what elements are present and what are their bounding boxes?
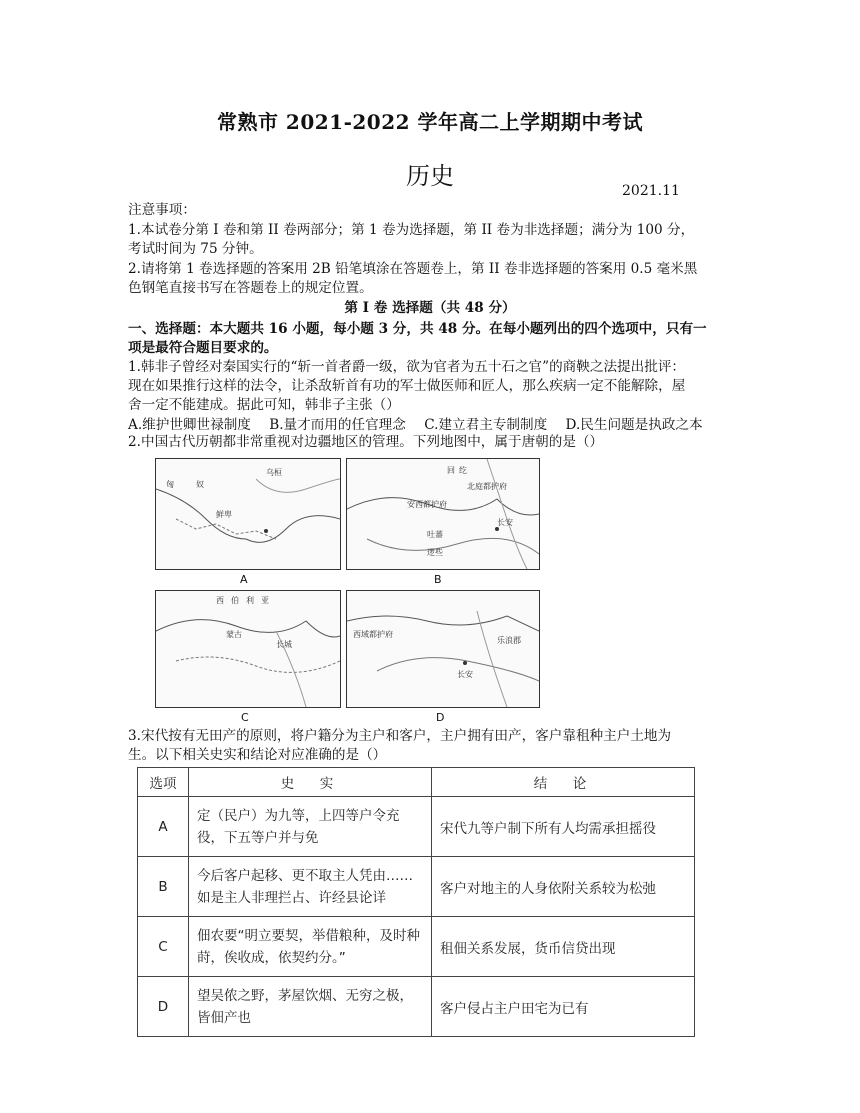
question-3-table <box>137 767 695 1037</box>
question-3-stem: 3.宋代按有无田产的原则，将户籍分为主户和客户，主户拥有田产，客户靠租种主户土地为 <box>128 728 672 744</box>
option-d: D.民生问题是执政之本 <box>565 417 703 433</box>
subject-title: 历史 <box>406 162 454 190</box>
map-a <box>155 458 341 570</box>
row-conclusion: 客户对地主的人身依附关系较为松弛 <box>432 857 695 917</box>
row-fact: 定（民户）为九等，上四等户令充役，下五等户并与免 <box>189 797 432 857</box>
table-row <box>138 797 695 857</box>
map-c <box>155 590 341 708</box>
row-fact: 佃农要“明立要契，举借粮种，及时种莳，俟收成，依契约分。” <box>189 917 432 977</box>
exam-date: 2021.11 <box>622 183 680 199</box>
section-title: 第 I 卷 选择题（共 48 分） <box>344 300 516 316</box>
map-label: 安西都护府 <box>407 500 447 509</box>
map-label: 西域都护府 <box>353 630 393 639</box>
row-conclusion: 客户侵占主户田宅为已有 <box>432 977 695 1037</box>
map-a-caption: A <box>240 573 248 586</box>
map-b-drawing <box>347 459 539 569</box>
map-label: 长安 <box>457 670 473 679</box>
question-2-stem: 2.中国古代历朝都非常重视对边疆地区的管理。下列地图中，属于唐朝的是（） <box>128 434 604 450</box>
question-1-stem: 舍一定不能建成。据此可知，韩非子主张（） <box>128 397 400 413</box>
note-line: 色钢笔直接书写在答题卷上的规定位置。 <box>128 280 373 296</box>
question-1-stem: 现在如果推行这样的法令，让杀敌斩首有功的军士做医师和匠人，那么疾病一定不能解除，屋 <box>128 378 686 394</box>
row-option: D <box>138 977 189 1037</box>
row-option: A <box>138 797 189 857</box>
map-label: 奴 <box>196 480 204 489</box>
map-label: 鲜卑 <box>216 510 232 519</box>
table-row <box>138 857 695 917</box>
map-b <box>346 458 540 570</box>
map-b-caption: B <box>434 573 442 586</box>
map-d-caption: D <box>436 711 445 724</box>
map-label: 匈 <box>166 480 174 489</box>
map-label: 利 <box>246 596 254 605</box>
note-line: 1.本试卷分第 I 卷和第 II 卷两部分；第 1 卷为选择题，第 II 卷为非选择题；满分为 100 分， <box>128 222 695 238</box>
map-label: 蒙古 <box>226 630 242 639</box>
question-1-options <box>128 413 717 433</box>
option-a: A.维护世卿世禄制度 <box>128 417 251 433</box>
map-label: 吐蕃 <box>427 530 443 539</box>
notes-heading: 注意事项： <box>128 202 196 218</box>
note-line: 考试时间为 75 分钟。 <box>128 241 263 257</box>
map-label: 西 <box>216 596 224 605</box>
table-header-row <box>138 768 695 797</box>
option-b: B.量才而用的任官理念 <box>269 417 406 433</box>
map-label: 长安 <box>497 518 513 527</box>
note-line: 2.请将第 1 卷选择题的答案用 2B 铅笔填涂在答题卷上，第 II 卷非选择题的答案用 0.5 毫米黑 <box>128 261 698 277</box>
map-label: 亚 <box>261 596 269 605</box>
map-a-drawing <box>156 459 340 569</box>
row-conclusion: 宋代九等户制下所有人均需承担摇役 <box>432 797 695 857</box>
column-header: 结 论 <box>432 768 695 797</box>
map-label: 长城 <box>276 640 292 649</box>
question-3-stem: 生。以下相关史实和结论对应准确的是（） <box>128 747 387 763</box>
map-label: 北庭都护府 <box>467 482 507 491</box>
map-label: 逻些 <box>427 548 443 557</box>
row-fact: 今后客户起移、更不取主人凭由……如是主人非理拦占、许经县论详 <box>189 857 432 917</box>
exam-title: 常熟市 2021-2022 学年高二上学期期中考试 <box>216 110 644 134</box>
row-fact: 望吴侬之野，茅屋饮烟、无穷之极，皆佃产也 <box>189 977 432 1037</box>
row-option: C <box>138 917 189 977</box>
map-c-drawing <box>156 591 340 707</box>
table-row <box>138 917 695 977</box>
row-conclusion: 租佃关系发展，货币信贷出现 <box>432 917 695 977</box>
map-d-drawing <box>347 591 539 707</box>
section-instructions: 一、选择题：本大题共 16 小题，每小题 3 分，共 48 分。在每小题列出的四个选项中，只有一 <box>128 321 707 337</box>
map-label: 回 <box>447 466 455 475</box>
map-c-caption: C <box>241 711 249 724</box>
table-row <box>138 977 695 1037</box>
map-label: 乐浪郡 <box>497 636 521 645</box>
map-label: 伯 <box>231 596 239 605</box>
question-1-stem: 1.韩非子曾经对秦国实行的“斩一首者爵一级，欲为官者为五十石之官”的商鞅之法提出批评： <box>128 359 686 375</box>
section-instructions: 项是最符合题目要求的。 <box>128 340 278 356</box>
map-label: 纥 <box>459 466 467 475</box>
option-c: C.建立君主专制制度 <box>424 417 548 433</box>
map-d <box>346 590 540 708</box>
map-label: 乌桓 <box>266 468 282 477</box>
column-header: 史 实 <box>189 768 432 797</box>
column-header: 选项 <box>138 768 189 797</box>
row-option: B <box>138 857 189 917</box>
